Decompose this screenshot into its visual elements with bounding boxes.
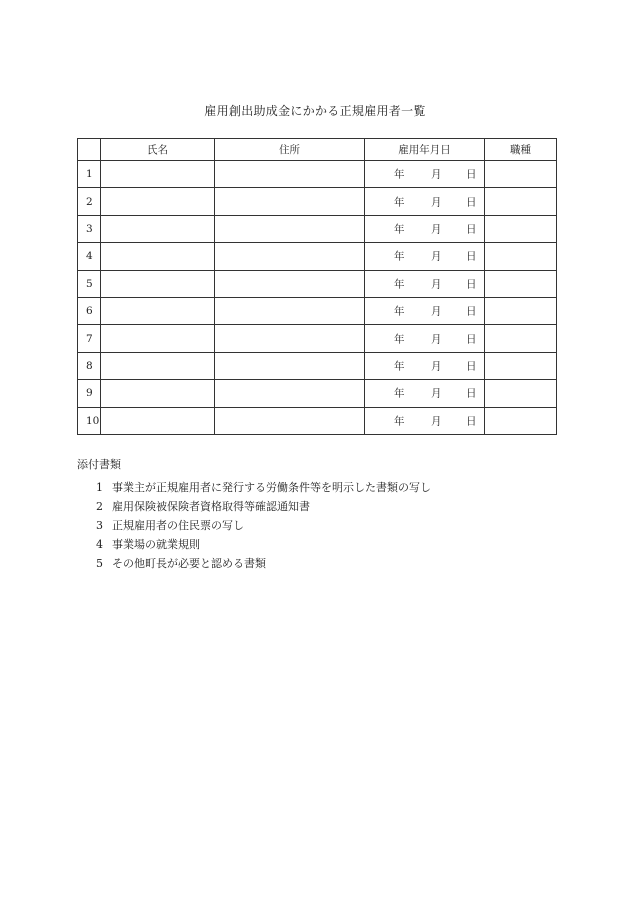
name-cell[interactable] bbox=[101, 161, 215, 188]
hire-date-cell[interactable] bbox=[365, 325, 485, 352]
name-cell[interactable] bbox=[101, 188, 215, 215]
name-cell[interactable] bbox=[101, 297, 215, 324]
year-label: 年 bbox=[394, 196, 405, 209]
hire-date-cell[interactable] bbox=[365, 188, 485, 215]
attachment-number: 2 bbox=[96, 500, 103, 513]
hire-date-cell[interactable] bbox=[365, 380, 485, 407]
hire-date-cell[interactable] bbox=[365, 270, 485, 297]
month-label: 月 bbox=[431, 305, 442, 318]
name-cell[interactable] bbox=[101, 215, 215, 242]
year-label: 年 bbox=[394, 415, 405, 428]
row-number: 5 bbox=[78, 270, 101, 297]
table-row bbox=[78, 270, 557, 297]
name-cell[interactable] bbox=[101, 270, 215, 297]
row-number: 10 bbox=[78, 407, 101, 434]
attachment-text: その他町長が必要と認める書類 bbox=[112, 557, 266, 570]
row-number: 7 bbox=[78, 325, 101, 352]
day-label: 日 bbox=[466, 278, 477, 291]
attachment-text: 雇用保険被保険者資格取得等確認通知書 bbox=[112, 500, 310, 513]
attachment-number: 1 bbox=[96, 481, 103, 494]
attachments-heading: 添付書類 bbox=[77, 458, 121, 471]
attachment-item bbox=[77, 535, 431, 554]
job-type-cell[interactable] bbox=[485, 215, 557, 242]
day-label: 日 bbox=[466, 223, 477, 236]
job-type-cell[interactable] bbox=[485, 188, 557, 215]
table-row bbox=[78, 161, 557, 188]
table-row bbox=[78, 325, 557, 352]
row-number: 8 bbox=[78, 352, 101, 379]
table-row bbox=[78, 407, 557, 434]
attachment-text: 事業主が正規雇用者に発行する労働条件等を明示した書類の写し bbox=[112, 481, 431, 494]
attachments-section bbox=[77, 456, 431, 573]
address-cell[interactable] bbox=[215, 380, 365, 407]
job-type-cell[interactable] bbox=[485, 352, 557, 379]
year-label: 年 bbox=[394, 387, 405, 400]
year-label: 年 bbox=[394, 305, 405, 318]
month-label: 月 bbox=[431, 333, 442, 346]
hire-date-cell[interactable] bbox=[365, 352, 485, 379]
address-cell[interactable] bbox=[215, 161, 365, 188]
address-cell[interactable] bbox=[215, 243, 365, 270]
day-label: 日 bbox=[466, 250, 477, 263]
attachment-item bbox=[77, 554, 431, 573]
attachment-text: 正規雇用者の住民票の写し bbox=[112, 519, 244, 532]
day-label: 日 bbox=[466, 415, 477, 428]
column-header-hire-date: 雇用年月日 bbox=[365, 139, 485, 161]
day-label: 日 bbox=[466, 168, 477, 181]
address-cell[interactable] bbox=[215, 188, 365, 215]
table-row bbox=[78, 215, 557, 242]
name-cell[interactable] bbox=[101, 380, 215, 407]
attachment-item bbox=[77, 516, 431, 535]
hire-date-cell[interactable] bbox=[365, 297, 485, 324]
year-label: 年 bbox=[394, 278, 405, 291]
address-cell[interactable] bbox=[215, 297, 365, 324]
table-header-row bbox=[78, 139, 557, 161]
attachment-text: 事業場の就業規則 bbox=[112, 538, 200, 551]
address-cell[interactable] bbox=[215, 352, 365, 379]
job-type-cell[interactable] bbox=[485, 297, 557, 324]
year-label: 年 bbox=[394, 360, 405, 373]
month-label: 月 bbox=[431, 387, 442, 400]
employee-table bbox=[77, 138, 557, 435]
day-label: 日 bbox=[466, 387, 477, 400]
table-row bbox=[78, 188, 557, 215]
table-row bbox=[78, 352, 557, 379]
column-header-address: 住所 bbox=[215, 139, 365, 161]
address-cell[interactable] bbox=[215, 215, 365, 242]
job-type-cell[interactable] bbox=[485, 270, 557, 297]
attachment-item bbox=[77, 478, 431, 497]
hire-date-cell[interactable] bbox=[365, 161, 485, 188]
month-label: 月 bbox=[431, 223, 442, 236]
job-type-cell[interactable] bbox=[485, 407, 557, 434]
month-label: 月 bbox=[431, 360, 442, 373]
column-header-name: 氏名 bbox=[101, 139, 215, 161]
row-number: 2 bbox=[78, 188, 101, 215]
name-cell[interactable] bbox=[101, 352, 215, 379]
attachments-list bbox=[77, 478, 431, 573]
hire-date-cell[interactable] bbox=[365, 215, 485, 242]
address-cell[interactable] bbox=[215, 270, 365, 297]
attachment-number: 3 bbox=[96, 519, 103, 532]
month-label: 月 bbox=[431, 168, 442, 181]
name-cell[interactable] bbox=[101, 325, 215, 352]
row-number: 4 bbox=[78, 243, 101, 270]
job-type-cell[interactable] bbox=[485, 325, 557, 352]
column-header-job-type: 職種 bbox=[485, 139, 557, 161]
attachment-item bbox=[77, 497, 431, 516]
name-cell[interactable] bbox=[101, 243, 215, 270]
hire-date-cell[interactable] bbox=[365, 243, 485, 270]
row-number: 6 bbox=[78, 297, 101, 324]
year-label: 年 bbox=[394, 168, 405, 181]
day-label: 日 bbox=[466, 305, 477, 318]
row-number: 9 bbox=[78, 380, 101, 407]
year-label: 年 bbox=[394, 223, 405, 236]
day-label: 日 bbox=[466, 333, 477, 346]
table-row bbox=[78, 297, 557, 324]
address-cell[interactable] bbox=[215, 325, 365, 352]
job-type-cell[interactable] bbox=[485, 243, 557, 270]
month-label: 月 bbox=[431, 250, 442, 263]
column-header-no bbox=[78, 139, 101, 161]
name-cell[interactable] bbox=[101, 407, 215, 434]
page-title: 雇用創出助成金にかかる正規雇用者一覧 bbox=[204, 104, 426, 118]
job-type-cell[interactable] bbox=[485, 380, 557, 407]
table-row bbox=[78, 243, 557, 270]
month-label: 月 bbox=[431, 196, 442, 209]
month-label: 月 bbox=[431, 415, 442, 428]
job-type-cell[interactable] bbox=[485, 161, 557, 188]
address-cell[interactable] bbox=[215, 407, 365, 434]
table-row bbox=[78, 380, 557, 407]
year-label: 年 bbox=[394, 333, 405, 346]
row-number: 1 bbox=[78, 161, 101, 188]
month-label: 月 bbox=[431, 278, 442, 291]
attachment-number: 4 bbox=[96, 538, 103, 551]
hire-date-cell[interactable] bbox=[365, 407, 485, 434]
year-label: 年 bbox=[394, 250, 405, 263]
attachment-number: 5 bbox=[96, 557, 103, 570]
row-number: 3 bbox=[78, 215, 101, 242]
day-label: 日 bbox=[466, 360, 477, 373]
day-label: 日 bbox=[466, 196, 477, 209]
